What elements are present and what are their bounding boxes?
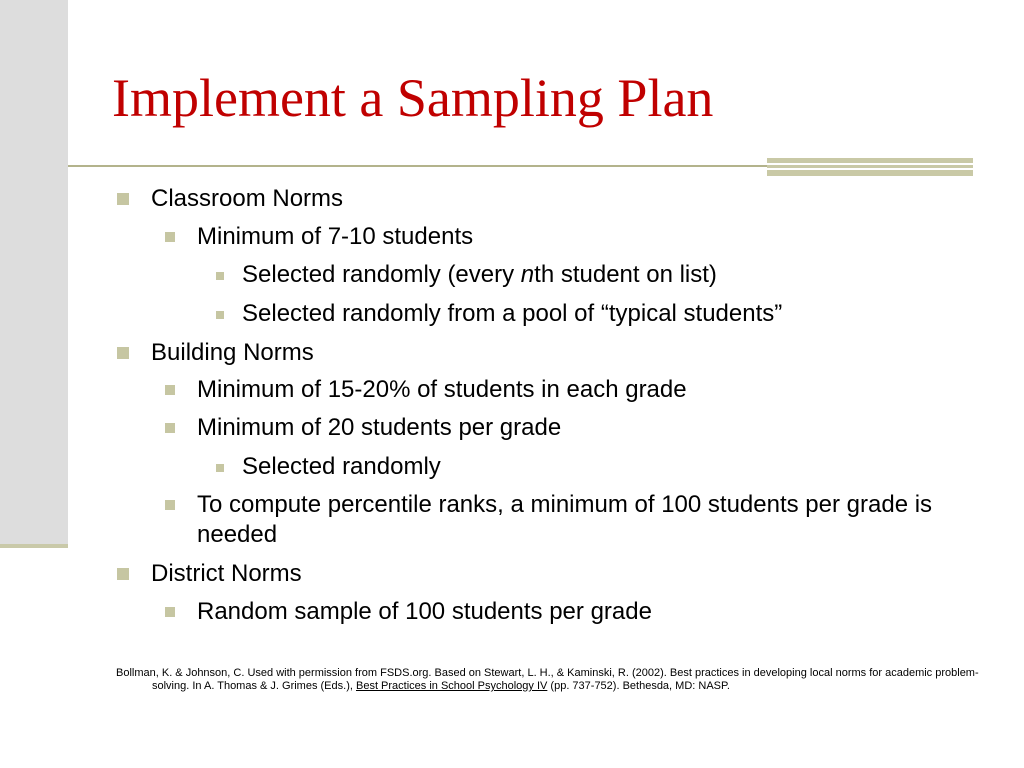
- square-bullet-icon: [165, 423, 175, 433]
- bullet-district-sample: Random sample of 100 students per grade: [165, 597, 652, 627]
- book-title: Best Practices in School Psychology IV: [355, 680, 548, 692]
- bullet-district-norms: District Norms: [117, 559, 302, 589]
- square-bullet-icon: [117, 347, 129, 359]
- square-bullet-icon: [117, 568, 129, 580]
- slide-title: Implement a Sampling Plan: [112, 68, 714, 128]
- square-bullet-icon: [216, 272, 224, 280]
- bullet-building-random: Selected randomly: [216, 452, 441, 482]
- bullet-classroom-norms: Classroom Norms: [117, 184, 343, 214]
- citation-footnote: Bollman, K. & Johnson, C. Used with permission from FSDS.org. Based on Stewart, L. H., & Kaminski, R. (2002). Best practices in developing local norms for academic problem-solving. In A. Thomas & J. Grimes (Eds.), Best Practices in School Psychology IV (pp. 737-752). Bethesda, MD: NASP.: [116, 667, 979, 692]
- square-bullet-icon: [165, 607, 175, 617]
- square-bullet-icon: [216, 464, 224, 472]
- bullet-classroom-random: Selected randomly (every nth student on list): [216, 260, 717, 290]
- square-bullet-icon: [165, 385, 175, 395]
- bullet-building-minimum: Minimum of 20 students per grade: [165, 413, 561, 443]
- square-bullet-icon: [117, 193, 129, 205]
- bullet-building-norms: Building Norms: [117, 338, 314, 368]
- square-bullet-icon: [165, 500, 175, 510]
- bullet-building-percentile: To compute percentile ranks, a minimum of 100 students per grade is needed: [165, 490, 967, 550]
- square-bullet-icon: [165, 232, 175, 242]
- bullet-classroom-minimum: Minimum of 7-10 students: [165, 222, 473, 252]
- square-bullet-icon: [216, 311, 224, 319]
- bullet-classroom-pool: Selected randomly from a pool of “typical students”: [216, 299, 782, 329]
- bullet-building-percent: Minimum of 15-20% of students in each grade: [165, 375, 687, 405]
